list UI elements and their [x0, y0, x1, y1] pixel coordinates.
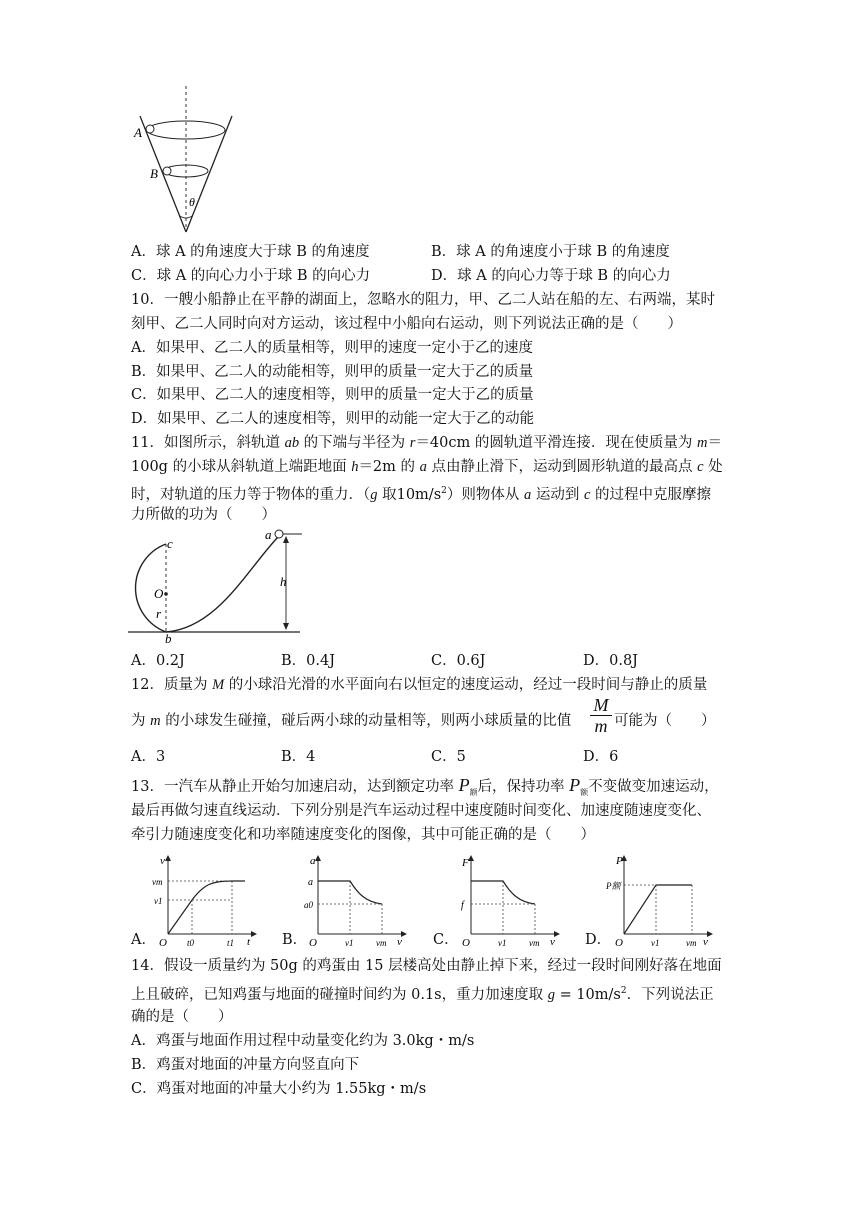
tick-a: a [308, 877, 313, 888]
q13-graph-c [453, 852, 563, 948]
label-c: c [167, 536, 173, 551]
label-a: a [265, 527, 272, 542]
tick-p-rated: P额 [606, 881, 621, 891]
origin-label: O [309, 937, 317, 949]
q10-stem-line-1: 10．一艘小船静止在平静的湖面上，忽略水的阻力，甲、乙二人站在船的左、右两端，某时 [131, 292, 715, 308]
q11-option-d: D．0.8J [583, 653, 638, 669]
tick-v1: v1 [498, 938, 507, 948]
q13-option-c-letter: C． [433, 932, 459, 948]
q11-option-a: A．0.2J [131, 653, 185, 669]
label-b: b [165, 631, 172, 646]
q14-stem-line-1: 14．假设一质量约为 50g 的鸡蛋由 15 层楼高处由静止掉下来，经过一段时间刚好落在地面 [131, 958, 722, 974]
axis-x-label: v [550, 936, 555, 948]
q13-graph-b [300, 852, 410, 948]
tick-a0: a0 [304, 900, 313, 910]
q12-stem-tail: 可能为（ ） [614, 713, 716, 729]
q12-option-d: D．6 [583, 749, 619, 765]
tick-v1: v1 [345, 938, 354, 948]
origin-label: O [462, 937, 470, 949]
axis-y-label: F [462, 857, 469, 869]
q13-stem-line-2: 最后再做匀速直线运动．下列分别是汽车运动过程中速度随时间变化、加速度随速度变化、 [131, 803, 711, 819]
axis-y-label: a [310, 855, 316, 867]
tick-vm: vm [376, 938, 387, 948]
tick-v1: v1 [154, 896, 163, 906]
axis-y-label: v [160, 855, 165, 867]
q10-option-b: B．如果甲、乙二人的动能相等，则甲的质量一定大于乙的质量 [131, 364, 534, 380]
q14-stem-line-3: 确的是（ ） [131, 1009, 233, 1025]
q9-option-c: C．球 A 的向心力小于球 B 的向心力 [131, 268, 371, 284]
q12-option-a: A．3 [131, 749, 166, 765]
q12-option-b: B．4 [281, 749, 316, 765]
axis-y-label: P [616, 855, 623, 867]
q9-option-d: D．球 A 的向心力等于球 B 的向心力 [431, 268, 671, 284]
fraction-denominator: m [594, 716, 608, 736]
q14-option-b: B．鸡蛋对地面的冲量方向竖直向下 [131, 1057, 360, 1073]
label-a: A [134, 125, 142, 140]
q12-option-c: C．5 [431, 749, 466, 765]
ball-b [163, 167, 171, 175]
tick-v1: v1 [651, 938, 660, 948]
tick-vm: vm [686, 938, 697, 948]
q12-stem-line-1: 12．质量为 M 的小球沿光滑的水平面向右以恒定的速度运动，经过一段时间与静止的质量 [131, 677, 708, 693]
center-dot [164, 592, 168, 596]
q13-graph-a [150, 852, 260, 948]
label-b: B [150, 166, 158, 181]
fraction-numerator: M [593, 695, 609, 715]
axis-x-label: t [247, 936, 251, 948]
q11-option-b: B．0.4J [281, 653, 336, 669]
q13-graph-d [606, 852, 716, 948]
q14-option-c: C．鸡蛋对地面的冲量大小约为 1.55kg・m/s [131, 1081, 427, 1097]
q13-stem-line-3: 牵引力随速度变化和功率随速度变化的图像，其中可能正确的是（ ） [131, 827, 595, 843]
q13-option-d-letter: D． [585, 932, 612, 948]
q11-track-figure [128, 528, 308, 646]
label-h: h [280, 574, 287, 589]
q13-option-b-letter: B． [282, 932, 308, 948]
q9-cone-figure [128, 86, 238, 236]
ball-a [275, 530, 283, 538]
ball-a [146, 125, 154, 133]
label-r: r [156, 606, 162, 621]
tick-vm: vm [152, 877, 163, 887]
q10-option-d: D．如果甲、乙二人的速度相等，则甲的动能一定大于乙的动能 [131, 411, 535, 427]
axis-x-label: v [703, 936, 708, 948]
q12-fraction [590, 696, 612, 735]
q10-option-c: C．如果甲、乙二人的速度相等，则甲的质量一定大于乙的质量 [131, 387, 534, 403]
label-o: O [154, 586, 164, 601]
q14-stem-line-2: 上且破碎，已知鸡蛋与地面的碰撞时间约为 0.1s，重力加速度取 $g = 10m/s^2$．下列说法正 [131, 986, 714, 1003]
q11-option-c: C．0.6J [431, 653, 486, 669]
origin-label: O [159, 937, 167, 949]
origin-label: O [615, 937, 623, 949]
q10-option-a: A．如果甲、乙二人的质量相等，则甲的速度一定小于乙的速度 [131, 340, 533, 356]
tick-t1: t1 [227, 938, 235, 948]
q12-stem-line-2: 为 m 的小球发生碰撞，碰后两小球的动量相等，则两小球质量的比值 [131, 713, 572, 729]
label-theta: θ [189, 195, 195, 209]
q13-option-a-letter: A． [131, 932, 156, 948]
q11-stem-line-2: 100g 的小球从斜轨道上端距地面 h＝2m 的 a 点由静止滑下，运动到圆形轨道的最高点 c 处 [131, 459, 723, 475]
tick-f: f [461, 900, 464, 911]
q13-stem-line-1: 13．一汽车从静止开始匀加速启动，达到额定功率 $P_额$后，保持功率 $P_额$不变做变加速运动， [131, 775, 719, 797]
q11-stem-line-3: 时，对轨道的压力等于物体的重力．（g 取$10m/s^2$）则物体从 a 运动到 c 的过程中克服摩擦 [131, 486, 711, 503]
axis-x-label: v [397, 936, 402, 948]
q9-option-b: B．球 A 的角速度小于球 B 的角速度 [431, 244, 670, 260]
q14-option-a: A．鸡蛋与地面作用过程中动量变化约为 3.0kg・m/s [131, 1033, 475, 1049]
q11-stem-line-1: 11．如图所示，斜轨道 ab 的下端与半径为 r＝40cm 的圆轨道平滑连接．现在使质量为 m＝ [131, 435, 722, 451]
q11-stem-line-4: 力所做的功为（ ） [131, 507, 276, 523]
q9-option-a: A．球 A 的角速度大于球 B 的角速度 [131, 244, 370, 260]
q10-stem-line-2: 刻甲、乙二人同时向对方运动，该过程中小船向右运动，则下列说法正确的是（ ） [131, 316, 682, 332]
tick-vm: vm [529, 938, 540, 948]
tick-t0: t0 [187, 938, 195, 948]
